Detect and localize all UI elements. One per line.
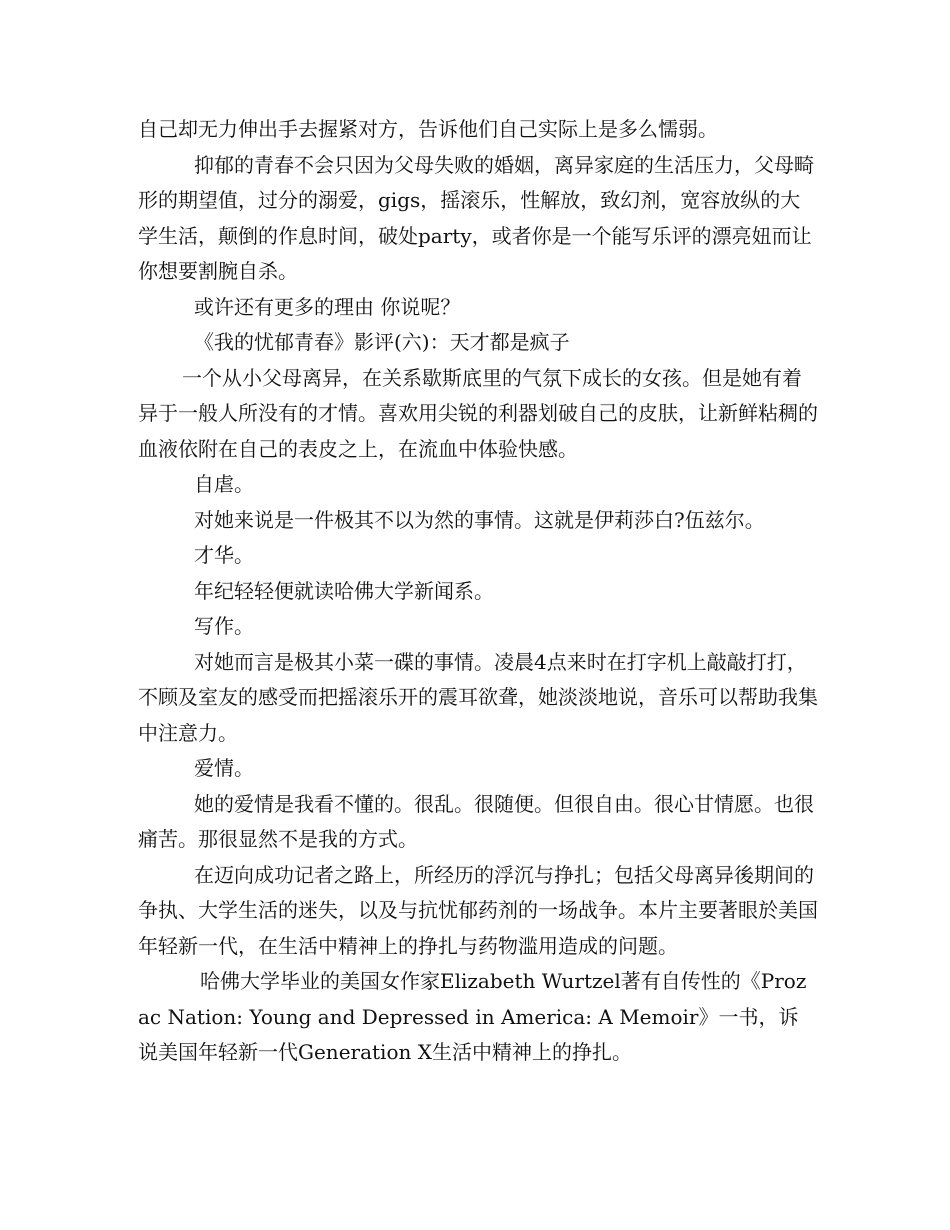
paragraph: 自虐。 <box>194 472 254 496</box>
paragraph: 年纪轻轻便就读哈佛大学新闻系。 <box>194 578 494 603</box>
paragraph: 抑郁的青春不会只因为父母失败的婚姻，离异家庭的生活压力，父母畸形的期望值，过分的溺爱，gigs，摇滚乐，性解放，致幻剂，宽容放纵的大学生活，颠倒的作息时间，破处party，或者你是一个能写乐评的漂亮妞而让你想要割腕自杀。 <box>138 152 814 283</box>
paragraph: 在迈向成功记者之路上，所经历的浮沉与挣扎；包括父母离异後期间的争执、大学生活的迷失，以及与抗忧郁药剂的一场战争。本片主要著眼於美国年轻新一代，在生活中精神上的挣扎与药物滥用造成的问题。 <box>138 862 818 958</box>
paragraph: 一个从小父母离异，在关系歇斯底里的气氛下成长的女孩。但是她有着异于一般人所没有的才情。喜欢用尖锐的利器划破自己的皮肤，让新鲜粘稠的血液依附在自己的表皮之上，在流血中体验快感。 <box>138 365 818 461</box>
paragraph: 哈佛大学毕业的美国女作家Elizabeth Wurtzel著有自传性的《Prozac Nation: Young and Depressed in America: A Memoir》一书，诉说美国年轻新一代Generation X生活中精神上的挣扎。 <box>138 969 807 1064</box>
document-body <box>138 112 818 1071</box>
paragraph: 对她而言是极其小菜一碟的事情。凌晨4点来时在打字机上敲敲打打，不顾及室友的感受而把摇滚乐开的震耳欲聋，她淡淡地说，音乐可以帮助我集中注意力。 <box>138 649 818 745</box>
paragraph: 她的爱情是我看不懂的。很乱。很随便。但很自由。很心甘情愿。也很痛苦。那很显然不是我的方式。 <box>138 791 814 851</box>
paragraph: 写作。 <box>194 614 254 638</box>
review-heading: 《我的忧郁青春》影评(六)：天才都是疯子 <box>194 330 570 354</box>
paragraph: 或许还有更多的理由 你说呢？ <box>194 294 461 319</box>
paragraph: 才华。 <box>194 543 254 567</box>
paragraph: 爱情。 <box>194 756 254 780</box>
paragraph: 自己却无力伸出手去握紧对方，告诉他们自己实际上是多么懦弱。 <box>138 117 718 141</box>
paragraph: 对她来说是一件极其不以为然的事情。这就是伊莉莎白?伍兹尔。 <box>194 507 765 532</box>
